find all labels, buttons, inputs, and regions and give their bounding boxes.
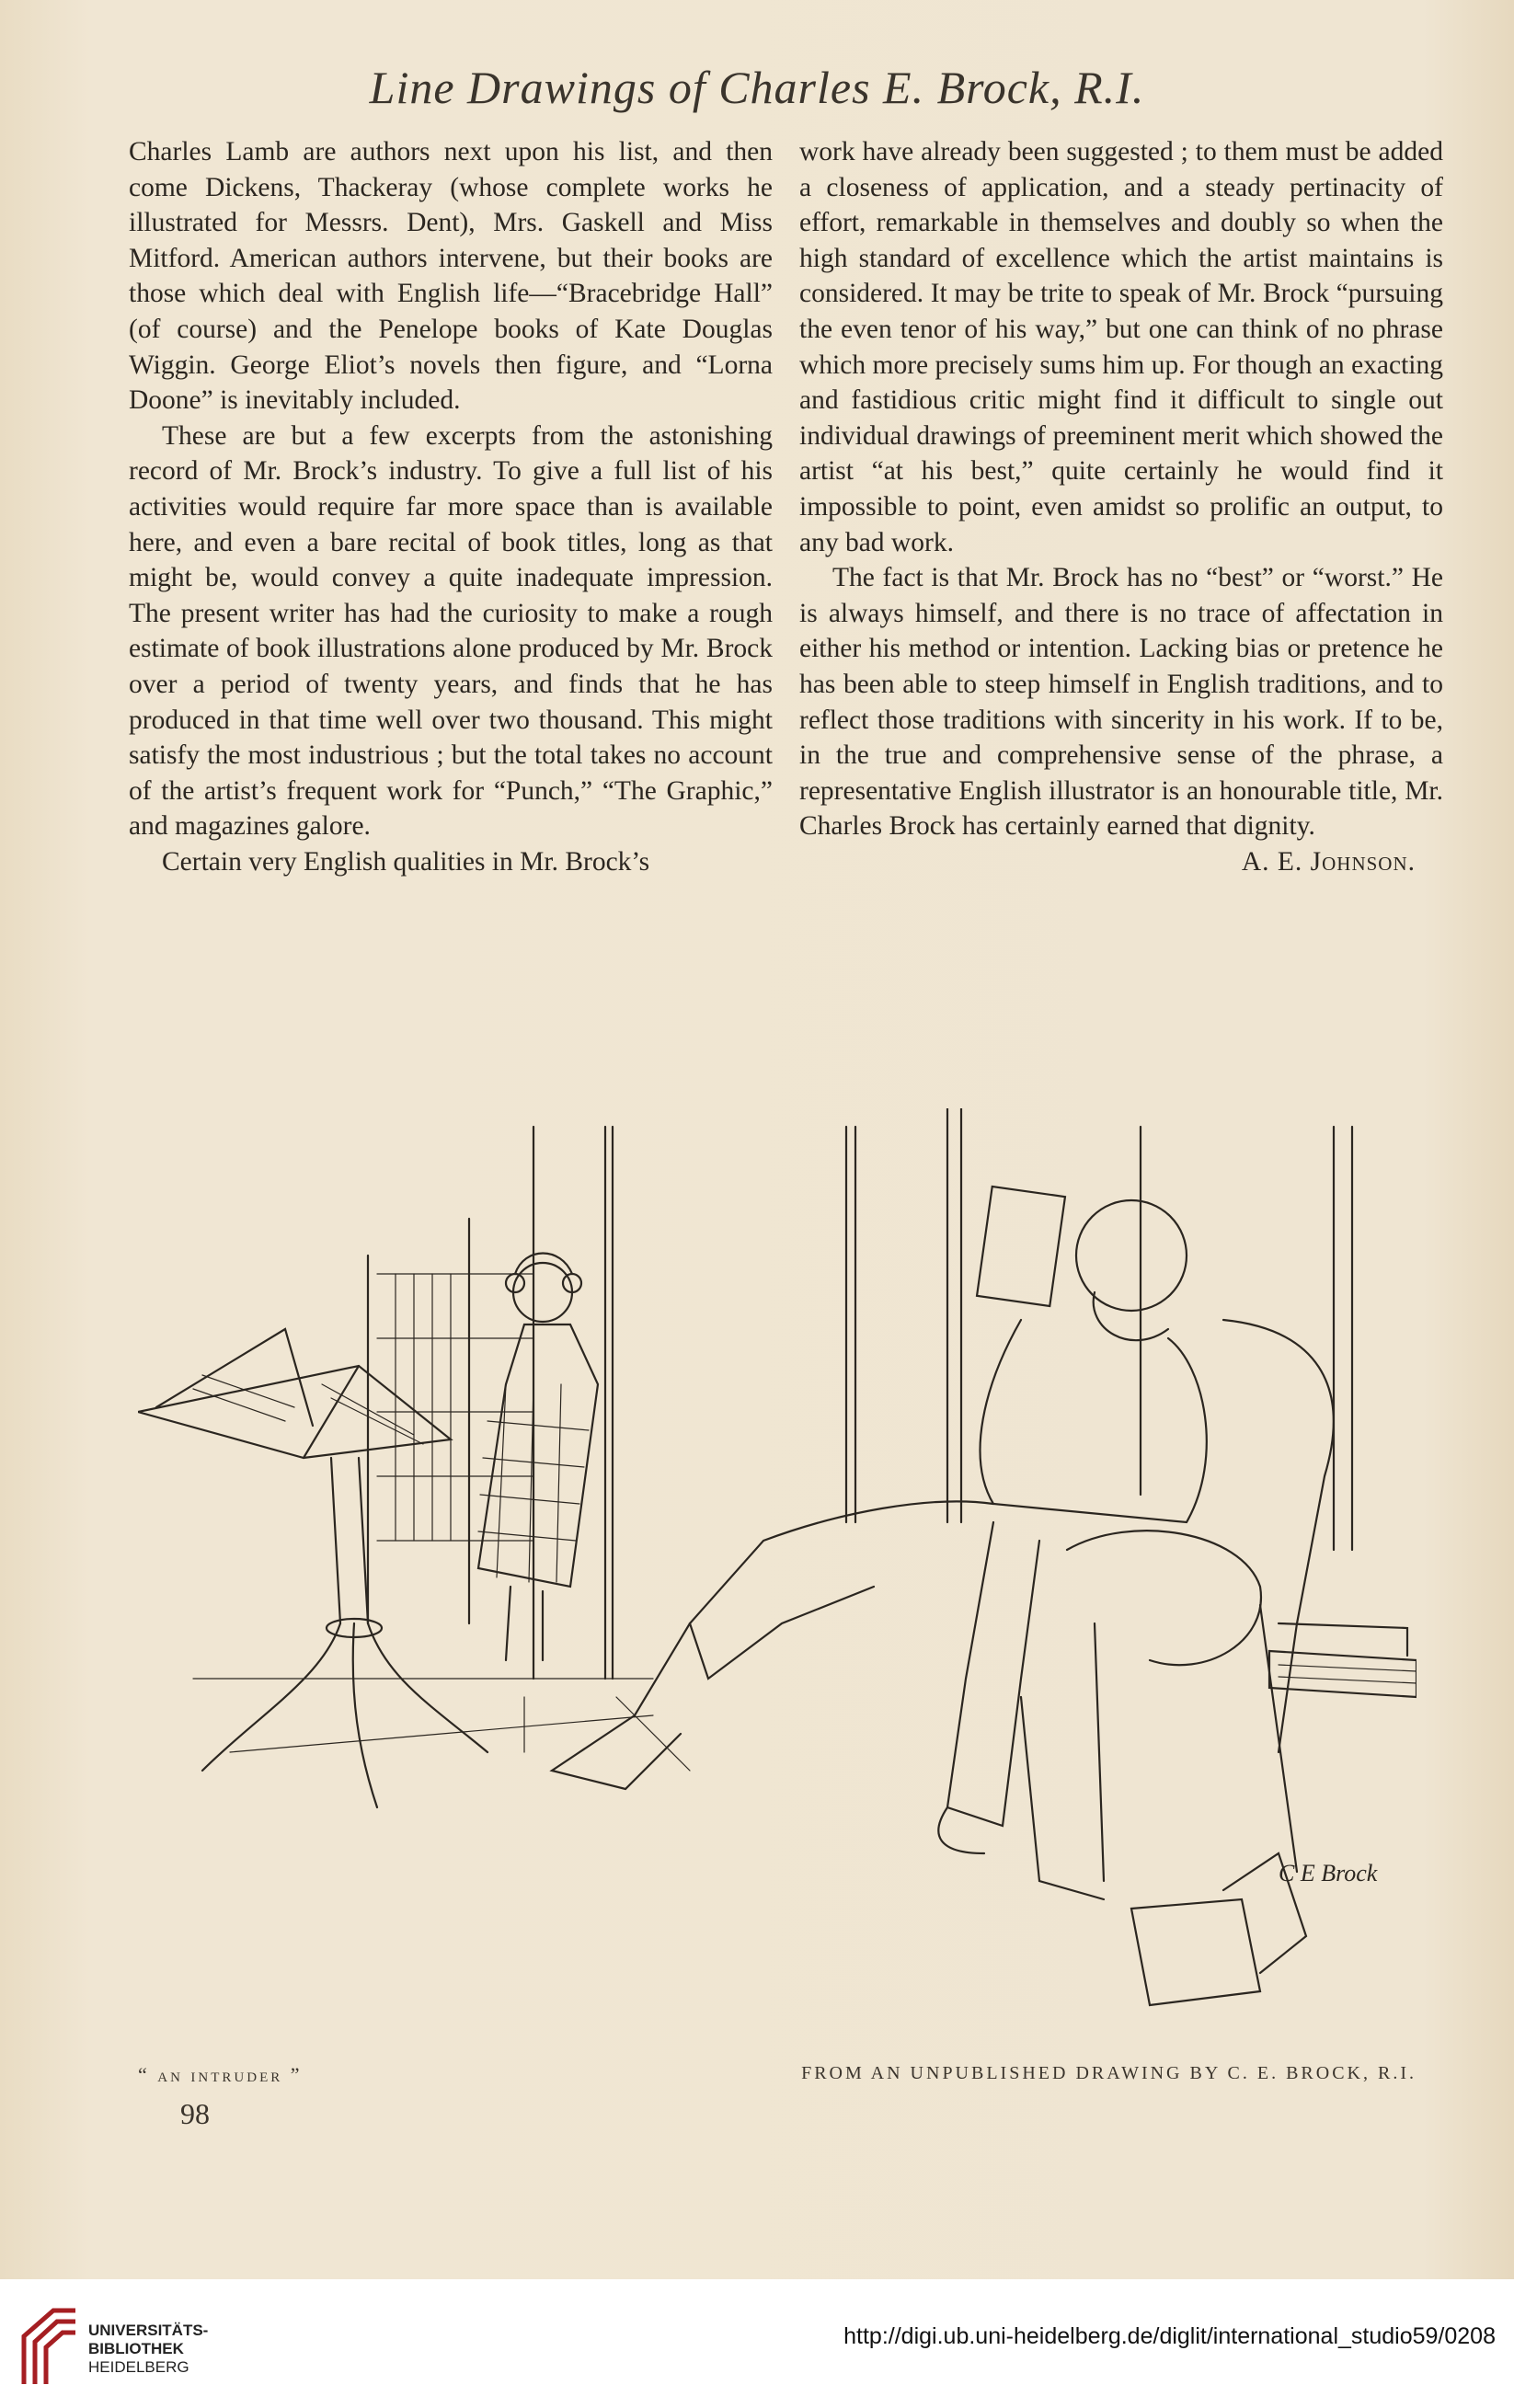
man-head: [1076, 1200, 1187, 1311]
library-name-line3: HEIDELBERG: [88, 2358, 189, 2376]
girl-dress: [478, 1324, 598, 1587]
lectern-column: [331, 1458, 368, 1623]
left-column: [129, 134, 773, 879]
right-column: [799, 134, 1443, 879]
man-beard: [1094, 1292, 1168, 1340]
illustration-title: “ an intruder ”: [138, 2063, 303, 2086]
left-paragraph-2: These are but a few excerpts from the astonishing record of Mr. Brock’s industry. To give a full list of his activities would require far more space than is available here, and even a bare recital of book titles, long as that might be, would convey a quite inadequate impression. The present writer has had the curiosity to make a rough estimate of book illustrations alone produced by Mr. Brock over a period of twenty years, and finds that he has produced in that time well over two thousand. This might satisfy the most industrious ; but the total takes no account of the artist’s frequent work for “Punch,” “The Graphic,” and magazines galore.: [129, 420, 773, 842]
artist-signature: C E Brock: [1279, 1860, 1378, 1886]
right-paragraph-2: [799, 560, 1443, 877]
right-paragraph-2-text: The fact is that Mr. Brock has no “best” or “worst.” He is always himself, and there is no trace of affectation in either his method or intention. Lacking bias or pretence he has been able to steep himself in English traditions, and to reflect those traditions with sincerity in his work. If to be, in the true and comprehensive sense of the phrase, a representative English illustrator is an honourable title, Mr. Charles Brock has certainly earned that dignity.: [799, 563, 1443, 842]
man-legs: [690, 1501, 993, 1679]
author-signature: A. E. Johnson.: [1241, 846, 1416, 877]
source-url-link[interactable]: http://digi.ub.uni-heidelberg.de/diglit/international_studio59/0208: [843, 2323, 1496, 2349]
left-paragraph-3: Certain very English qualities in Mr. Brock’s: [162, 846, 650, 877]
library-name-line1: UNIVERSITÄTS-: [88, 2322, 209, 2339]
left-paragraph-1: Charles Lamb are authors next upon his list, and then come Dickens, Thackeray (whose complete works he illustrated for Messrs. Dent), Mrs. Gaskell and Miss Mitford. American authors intervene, but their books are those which deal with English life—“Bracebridge Hall” (of course) and the Penelope books of Kate Douglas Wiggin. George Eliot’s novels then figure, and “Lorna Doone” is inevitably included.: [129, 137, 773, 416]
illustration-an-intruder: [138, 1108, 1417, 2028]
footer-bar: [0, 2279, 1514, 2408]
girl-head: [513, 1263, 572, 1322]
library-name-line2: BIBLIOTHEK: [88, 2340, 184, 2357]
man-foot: [552, 1623, 690, 1789]
man-coat: [981, 1320, 1207, 1522]
library-name: [88, 2322, 208, 2377]
line-drawing: [138, 1108, 1417, 2028]
floor-books: [1131, 1899, 1260, 2005]
illustration-credit: FROM AN UNPUBLISHED DRAWING BY C. E. BROCK, R.I.: [801, 2063, 1417, 2083]
held-book: [977, 1187, 1065, 1306]
armchair-back: [1223, 1320, 1334, 1752]
page-number: 98: [180, 2097, 210, 2130]
library-logo-icon: [17, 2299, 83, 2391]
running-title: Line Drawings of Charles E. Brock, R.I.: [369, 62, 1145, 113]
right-paragraph-1: work have already been suggested ; to them must be added a closeness of application, and a steady pertinacity of effort, remarkable in themselves and doubly so when the high standard of excellence which the artist maintains is considered. It may be trite to speak of Mr. Brock “pursuing the even tenor of his way,” but one can think of no phrase which more precisely sums him up. For though an exacting and fastidious critic might find it difficult to single out individual drawings of preeminent merit which showed the artist “at his best,” quite certainly he would find it impossible to point, even amidst so prolific an output, to any bad work.: [799, 137, 1443, 557]
